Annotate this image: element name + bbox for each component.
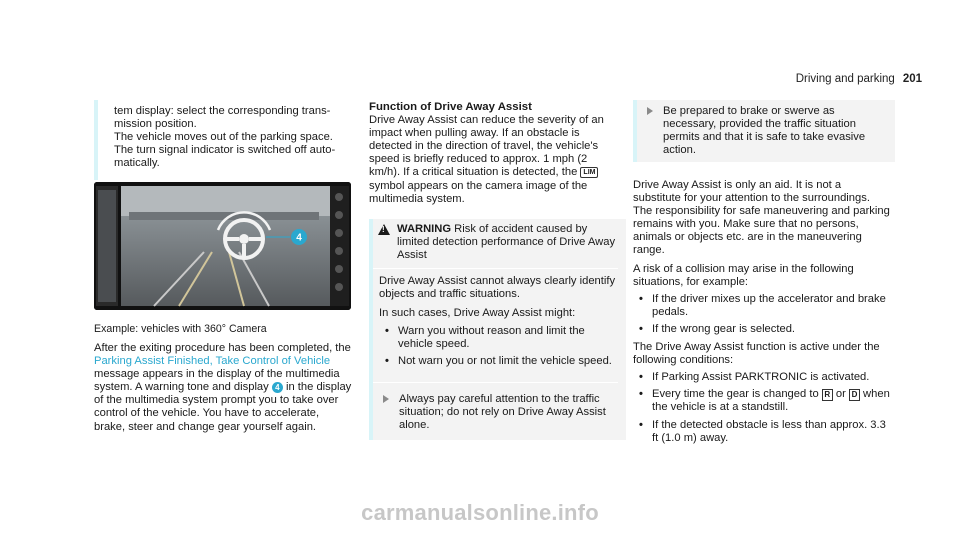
top-note-line: The turn signal indicator is switched off auto-: [114, 144, 336, 157]
camera-screenshot: [94, 182, 351, 310]
list-item: • Not warn you or not limit the vehicle speed.: [379, 355, 618, 368]
exit-procedure-paragraph: After the exiting procedure has been completed, the Parking Assist Finished, Take Control of Vehicle message appears in the display of the multimedia system. A warning tone and display 4 in the display of the multimedia system prompt you to take over control of the vehicle. You have to accelerate, brake, steer and change gear yourself again.: [94, 342, 352, 433]
note-item: Be prepared to brake or swerve as necessary, provided the traffic situation permits and that it is safe to take evasive action.: [637, 100, 895, 157]
conditions-paragraph: The Drive Away Assist function is active under the following conditions:: [633, 341, 880, 367]
watermark: carmanualsonline.info: [361, 500, 599, 525]
gear-r-icon: R: [822, 389, 833, 401]
page-number: 201: [902, 73, 922, 85]
warning-title: Risk of accident caused by limited detection performance of Drive Away Assist: [397, 223, 616, 262]
note-item: Always pay careful attention to the traffic situation; do not rely on Drive Away Assist alone.: [373, 393, 618, 432]
note-arrow-icon: [383, 395, 389, 403]
warning-intro: In such cases, Drive Away Assist might:: [379, 307, 576, 320]
note-arrow-icon: [647, 107, 653, 115]
divider: [373, 268, 618, 269]
page-header: [796, 73, 922, 86]
list-item: • Every time the gear is changed to R or D when the vehicle is at a standstill.: [633, 388, 891, 414]
warning-list: [379, 325, 618, 368]
function-section: [369, 101, 621, 206]
display-message-link: Parking Assist Finished, Take Control of Vehicle: [94, 355, 331, 368]
list-item: • If the driver mixes up the accelerator and brake pedals.: [633, 293, 891, 319]
warning-triangle-icon: [378, 224, 390, 235]
gear-d-icon: D: [849, 389, 860, 401]
tip-box: [633, 100, 895, 162]
top-note-line: tem display: select the corresponding trans-: [114, 105, 331, 117]
risk-list: [633, 293, 891, 336]
list-item: • If Parking Assist PARKTRONIC is activated.: [633, 371, 891, 384]
conditions-list: [633, 371, 891, 444]
top-note-line: mission position.: [114, 118, 197, 131]
top-note-line: matically.: [114, 157, 160, 170]
section-heading: Function of Drive Away Assist: [369, 101, 532, 113]
aid-paragraph: Drive Away Assist is only an aid. It is not a substitute for your attention to the surroundings. The responsibility for safe maneuvering and parking remains with you. Make sure that no persons, animals or objects etc. are in the maneuvering range.: [633, 179, 890, 257]
aid-section: [633, 179, 891, 445]
list-item: • If the detected obstacle is less than approx. 3.3 ft (1.0 m) away.: [633, 419, 891, 445]
section-title: Driving and parking: [795, 73, 895, 85]
callout-badge: 4: [272, 382, 283, 393]
image-caption: Example: vehicles with 360° Camera: [94, 323, 267, 335]
risk-paragraph: A risk of a collision may arise in the following situations, for example:: [633, 262, 854, 288]
top-note: [94, 100, 357, 180]
lim-symbol-icon: LIM: [580, 167, 598, 178]
warning-label: WARNING: [397, 223, 452, 235]
list-item: • Warn you without reason and limit the vehicle speed.: [379, 325, 618, 351]
warning-text: Drive Away Assist cannot always clearly identify objects and traffic situations.: [379, 275, 616, 301]
list-item: • If the wrong gear is selected.: [633, 323, 891, 336]
top-note-line: The vehicle moves out of the parking space.: [114, 131, 333, 144]
warning-header: [373, 223, 618, 262]
camera-image: [94, 182, 351, 310]
divider: [373, 382, 618, 383]
function-paragraph: Drive Away Assist can reduce the severity of an impact when pulling away. If an obstacle is detected in the direction of travel, the vehicle's speed is briefly reduced to approx. 1 mph (2 km/h). If a critical situation is detected, the LIM symbol appears on the camera image of the multimedia system.: [369, 114, 604, 205]
warning-box: [369, 219, 626, 440]
callout-4: 4: [296, 232, 302, 244]
